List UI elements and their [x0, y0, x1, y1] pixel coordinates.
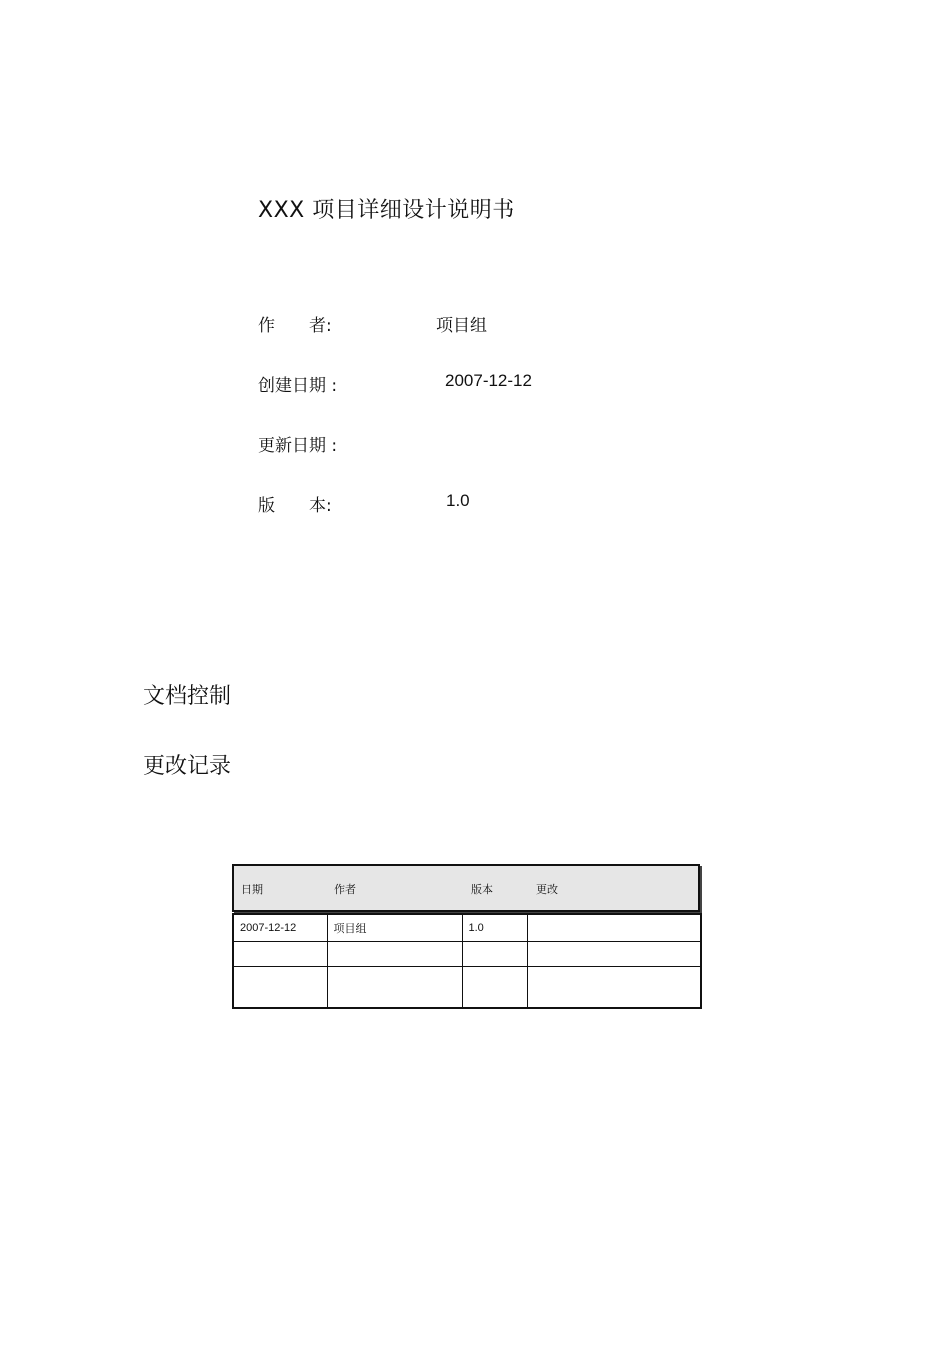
- version-label: 版 本:: [258, 496, 332, 516]
- cell-change: [527, 942, 701, 967]
- cell-version: [462, 942, 527, 967]
- table-row: [233, 942, 701, 967]
- cell-author: 项目组: [327, 914, 462, 942]
- cell-version: [462, 967, 527, 1009]
- created-date-value: 2007-12-12: [445, 371, 532, 390]
- cell-author: [327, 967, 462, 1009]
- cell-change: [527, 914, 701, 942]
- history-table-header: [232, 864, 700, 912]
- cell-author: [327, 942, 462, 967]
- version-value: 1.0: [446, 491, 470, 510]
- updated-date-label: 更新日期 :: [258, 436, 338, 456]
- header-date: 日期: [241, 883, 263, 896]
- cell-date: 2007-12-12: [233, 914, 327, 942]
- cell-date: [233, 967, 327, 1009]
- created-date-label: 创建日期 :: [258, 376, 338, 396]
- document-title: XXX 项目详细设计说明书: [258, 198, 515, 223]
- cell-version: 1.0: [462, 914, 527, 942]
- cell-date: [233, 942, 327, 967]
- header-author: 作者: [334, 883, 356, 896]
- doc-control-heading: 文档控制: [143, 684, 232, 709]
- header-version: 版本: [471, 883, 493, 896]
- cell-change: [527, 967, 701, 1009]
- header-change: 更改: [536, 883, 558, 896]
- table-row: [233, 967, 701, 1009]
- author-value: 项目组: [436, 316, 487, 336]
- table-row: [233, 914, 701, 942]
- author-label: 作 者:: [258, 316, 332, 336]
- history-table: [232, 913, 702, 1009]
- change-log-heading: 更改记录: [143, 754, 232, 779]
